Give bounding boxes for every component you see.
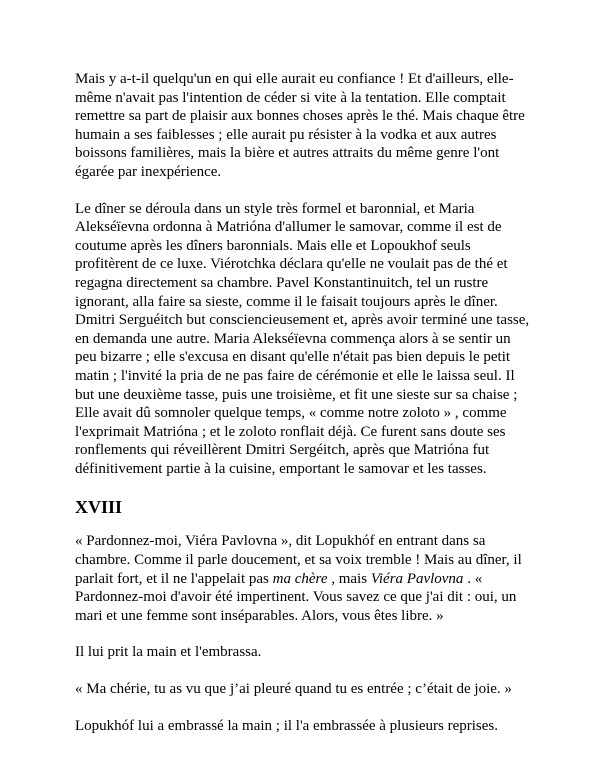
paragraph-3-text-3: . « Pardonnez-moi d'avoir été impertinent. Vous savez ce que j'ai dit : oui, un mari et une femme sont inséparables. Alors, vous êtes libre. » (75, 570, 517, 624)
paragraph-3-text-2: , mais (327, 570, 371, 587)
paragraph-3-text-1: « Pardonnez-moi, Viéra Pavlovna », dit Lopukhóf en entrant dans sa chambre. Comme il parle doucement, et sa voix tremble ! Mais au dîner, il parlait fort, et il ne l'appelait pas (75, 533, 522, 587)
paragraph-2: Le dîner se déroula dans un style très formel et baronnial, et Maria Alekséïevna ordonna à Matrióna d'allumer le samovar, comme il est de coutume après les dîners baronnials. Mais elle et Lopoukhof seuls profitèrent de ce luxe. Viérotchka déclara qu'elle ne voulait pas de thé et regagna directement sa chambre. Pavel Konstantinuitch, tel un rustre ignorant, alla faire sa sieste, comme il le faisait toujours après le dîner. Dmitri Serguéitch but consciencieusement et, après avoir terminé une tasse, en demanda une autre. Maria Alekséïevna commença alors à se sentir un peu bizarre ; elle s'excusa en disant qu'elle n'était pas bien depuis le petit matin ; l'invité la pria de ne pas faire de cérémonie et elle le laissa seul. Il but une deuxième tasse, puis une troisième, et fit une sieste sur sa chaise ; Elle avait dû somnoler quelque temps, « comme notre zoloto » , comme l'exprimait Matrióna ; et le zoloto ronflait déjà. Ce furent sans doute ses ronflements qui réveillèrent Dmitri Sergéitch, après que Matrióna fut définitivement partie à la cuisine, emportant le samovar et les tasses. (75, 200, 530, 477)
paragraph-6: Lopukhóf lui a embrassé la main ; il l'a embrassée à plusieurs reprises. (75, 717, 498, 734)
chapter-heading: XVIII (75, 497, 123, 518)
paragraph-1: Mais y a-t-il quelqu'un en qui elle aurait eu confiance ! Et d'ailleurs, elle- même n'avait pas l'intention de céder si vite à la tentation. Elle comptait remettre sa part de plaisir aux bonnes choses après le thé. Mais chaque être humain a ses faiblesses ; elle aurait pu résister à la vodka et aux autres boissons familières, mais la bière et autres attraits du même genre l'ont égarée par inexpérience. (75, 71, 525, 180)
paragraph-3-emphasis-1: ma chère (272, 570, 328, 587)
paragraph-4: Il lui prit la main et l'embrassa. (75, 644, 262, 661)
paragraph-3 (75, 532, 535, 625)
document-page (75, 70, 535, 753)
paragraph-5: « Ma chérie, tu as vu que j’ai pleuré quand tu es entrée ; c’était de joie. » (75, 681, 512, 698)
paragraph-3-emphasis-2: Viéra Pavlovna (370, 570, 464, 587)
